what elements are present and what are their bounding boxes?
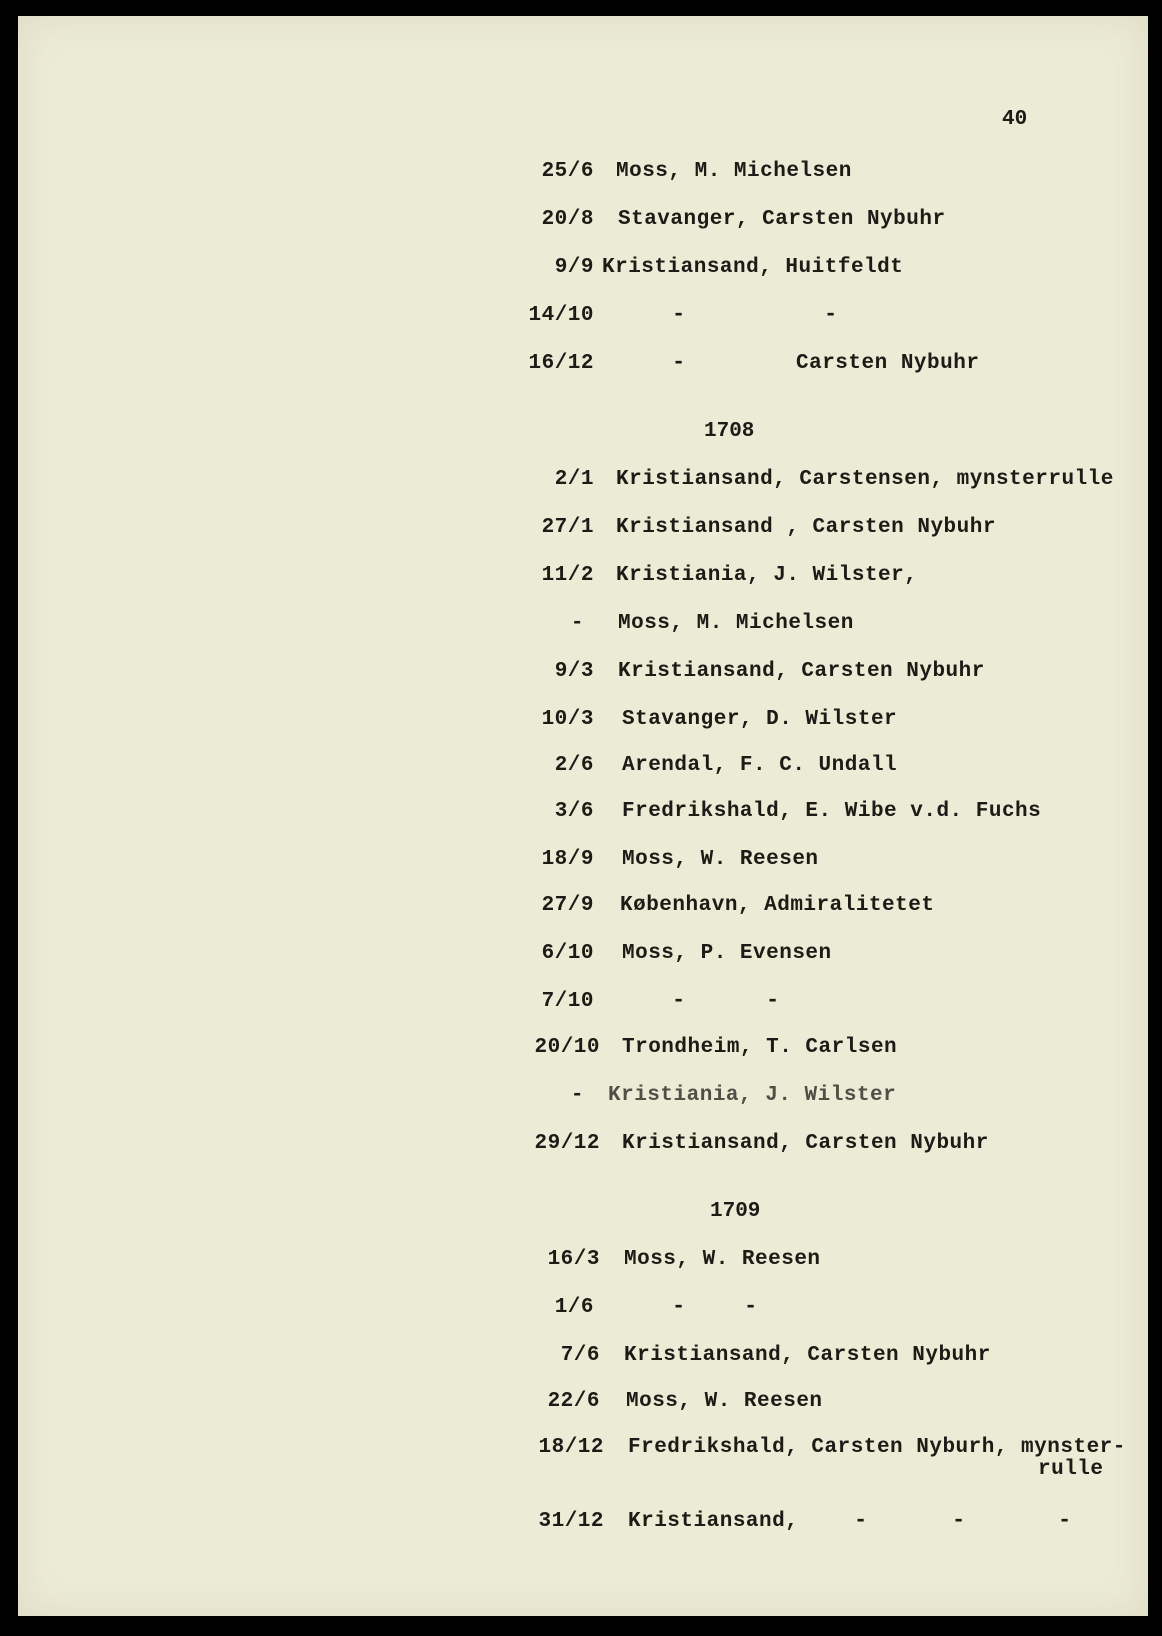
entry-date: 18/9 [541,848,594,871]
ditto-mark: - [854,1508,868,1533]
entry-date: 11/2 [541,564,594,587]
entry-text: Moss, W. Reesen [626,1390,823,1413]
entry-date: 29/12 [534,1132,600,1155]
ditto-mark: - [672,302,686,327]
document-page [18,16,1148,1616]
entry-date: 31/12 [538,1510,604,1533]
entry-text: Kristiansand, [628,1510,799,1533]
entry-date: 16/12 [528,352,594,375]
entry-date: - [570,1084,584,1107]
entry-text: Kristiansand, Carsten Nybuhr [624,1344,991,1367]
entry-text: Moss, P. Evensen [622,942,832,965]
entry-date: 27/1 [541,516,594,539]
entry-text: Kristiansand, Carsten Nybuhr [622,1132,989,1155]
entry-date: 16/3 [547,1248,600,1271]
year-heading: 1708 [704,420,755,443]
ditto-mark: - [1058,1508,1072,1533]
entry-date: 14/10 [528,304,594,327]
entry-text: Trondheim, T. Carlsen [622,1036,898,1059]
entry-date: 2/1 [554,468,594,491]
entry-text-continuation: rulle [1038,1458,1104,1481]
entry-text: Kristiansand, Carsten Nybuhr [618,660,985,683]
entry-date: 2/6 [554,754,594,777]
entry-text: Kristiansand, Huitfeldt [602,256,904,279]
entry-date: 27/9 [541,894,594,917]
entry-date: 10/3 [541,708,594,731]
entry-text: Arendal, F. C. Undall [622,754,898,777]
ditto-mark: - [824,302,838,327]
ditto-mark: - [952,1508,966,1533]
entry-date: 20/8 [541,208,594,231]
entry-date: 18/12 [538,1436,604,1459]
entry-text: Kristiansand , Carsten Nybuhr [616,516,996,539]
entry-date: 9/3 [554,660,594,683]
entry-date: 3/6 [554,800,594,823]
entry-date: 25/6 [541,160,594,183]
ditto-mark: - [766,988,780,1013]
entry-date: - [570,612,584,635]
ditto-mark: - [672,350,686,375]
ditto-mark: - [672,1294,686,1319]
entry-text: Stavanger, D. Wilster [622,708,898,731]
entry-date: 6/10 [541,942,594,965]
ditto-mark: - [744,1294,758,1319]
entry-text: Moss, W. Reesen [624,1248,821,1271]
entry-text: Moss, M. Michelsen [616,160,852,183]
entry-date: 20/10 [534,1036,600,1059]
entry-date: 7/6 [560,1344,600,1367]
entry-text: Stavanger, Carsten Nybuhr [618,208,946,231]
ditto-mark: - [672,988,686,1013]
entry-date: 9/9 [554,256,594,279]
entry-text: Carsten Nybuhr [796,352,980,375]
entry-date: 7/10 [541,990,594,1013]
entry-text: Kristiansand, Carstensen, mynsterrulle [616,468,1114,491]
page-number: 40 [1002,108,1028,131]
entry-text: Moss, M. Michelsen [618,612,854,635]
entry-date: 1/6 [554,1296,594,1319]
entry-text: Fredrikshald, E. Wibe v.d. Fuchs [622,800,1042,823]
entry-text: Fredrikshald, Carsten Nyburh, mynster- [628,1436,1126,1459]
entry-date: 22/6 [547,1390,600,1413]
entry-text: København, Admiralitetet [620,894,935,917]
year-heading: 1709 [710,1200,761,1223]
entry-text: Kristiania, J. Wilster, [616,564,918,587]
entry-text: Moss, W. Reesen [622,848,819,871]
entry-text: Kristiania, J. Wilster [608,1084,897,1107]
